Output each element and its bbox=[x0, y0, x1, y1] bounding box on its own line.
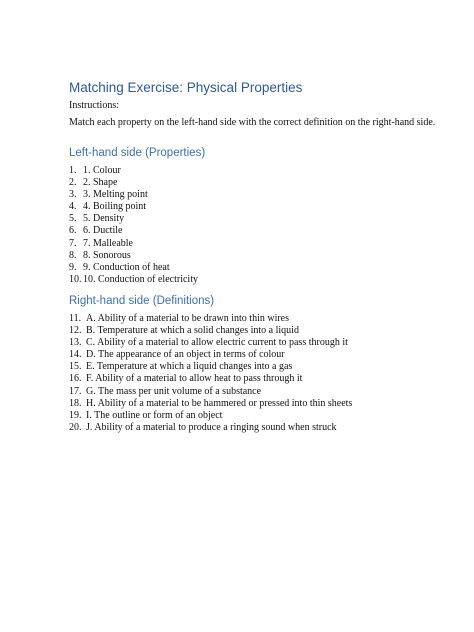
list-item bbox=[69, 337, 464, 349]
list-item bbox=[69, 398, 464, 410]
item-text: 9. Conduction of heat bbox=[83, 261, 170, 273]
instructions-label: Instructions: bbox=[69, 100, 119, 111]
item-number: 2. bbox=[69, 177, 77, 189]
item-number: 7. bbox=[69, 237, 77, 249]
item-number: 1. bbox=[69, 165, 77, 176]
properties-list bbox=[69, 165, 464, 286]
item-text: I. The outline or form of an object bbox=[86, 409, 223, 421]
item-number: 20. bbox=[69, 421, 82, 433]
item-number: 18. bbox=[69, 397, 82, 409]
list-item bbox=[69, 201, 464, 213]
item-text: B. Temperature at which a solid changes into a liquid bbox=[86, 325, 299, 337]
item-text: H. Ability of a material to be hammered or pressed into thin sheets bbox=[86, 397, 353, 409]
item-number: 15. bbox=[69, 361, 82, 373]
item-text: 6. Ductile bbox=[83, 225, 123, 237]
item-number: 17. bbox=[69, 385, 82, 397]
item-number: 9. bbox=[69, 261, 77, 273]
item-text: D. The appearance of an object in terms of colour bbox=[86, 349, 285, 361]
item-text: 2. Shape bbox=[83, 177, 118, 189]
item-text: F. Ability of a material to allow heat to pass through it bbox=[86, 373, 303, 385]
item-number: 19. bbox=[69, 409, 82, 421]
list-item bbox=[69, 313, 464, 325]
item-number: 14. bbox=[69, 349, 82, 361]
list-item bbox=[69, 177, 464, 189]
item-number: 16. bbox=[69, 373, 82, 385]
item-number: 11. bbox=[69, 312, 82, 324]
item-number: 6. bbox=[69, 225, 77, 237]
item-text: C. Ability of a material to allow electric current to pass through it bbox=[86, 337, 348, 349]
item-number: 13. bbox=[69, 337, 82, 349]
list-item bbox=[69, 325, 464, 337]
right-heading: Right-hand side (Definitions) bbox=[69, 294, 215, 307]
list-item bbox=[69, 410, 464, 422]
list-item bbox=[69, 349, 464, 361]
item-text: A. Ability of a material to be drawn into thin wires bbox=[86, 312, 290, 324]
list-item bbox=[69, 361, 464, 373]
item-number: 5. bbox=[69, 213, 77, 225]
item-number: 8. bbox=[69, 249, 77, 261]
item-number: 3. bbox=[69, 189, 77, 201]
item-text: 7. Malleable bbox=[83, 237, 133, 249]
item-number: 12. bbox=[69, 325, 82, 337]
list-item bbox=[69, 189, 464, 201]
list-item bbox=[69, 213, 464, 225]
item-number: 4. bbox=[69, 201, 77, 213]
list-item bbox=[69, 225, 464, 237]
document-content bbox=[69, 79, 464, 434]
item-text: G. The mass per unit volume of a substance bbox=[86, 385, 262, 397]
list-item bbox=[69, 274, 464, 286]
page-title: Matching Exercise: Physical Properties bbox=[69, 80, 303, 95]
item-text: 10. Conduction of electricity bbox=[83, 273, 198, 285]
item-text: 1. Colour bbox=[83, 165, 121, 176]
instructions-text: Match each property on the left-hand side with the correct definition on the right-hand side. bbox=[69, 117, 436, 128]
list-item bbox=[69, 165, 464, 177]
list-item bbox=[69, 262, 464, 274]
left-heading: Left-hand side (Properties) bbox=[69, 147, 206, 159]
item-text: 4. Boiling point bbox=[83, 201, 147, 213]
item-text: 8. Sonorous bbox=[83, 249, 131, 261]
list-item bbox=[69, 422, 464, 434]
definitions-list bbox=[69, 313, 464, 434]
item-text: 3. Melting point bbox=[83, 189, 148, 201]
item-number: 10. bbox=[69, 273, 82, 285]
list-item bbox=[69, 250, 464, 262]
list-item bbox=[69, 386, 464, 398]
list-item bbox=[69, 238, 464, 250]
item-text: E. Temperature at which a liquid changes into a gas bbox=[86, 361, 293, 373]
item-text: J. Ability of a material to produce a ringing sound when struck bbox=[86, 421, 337, 433]
list-item bbox=[69, 373, 464, 385]
item-text: 5. Density bbox=[83, 213, 125, 225]
